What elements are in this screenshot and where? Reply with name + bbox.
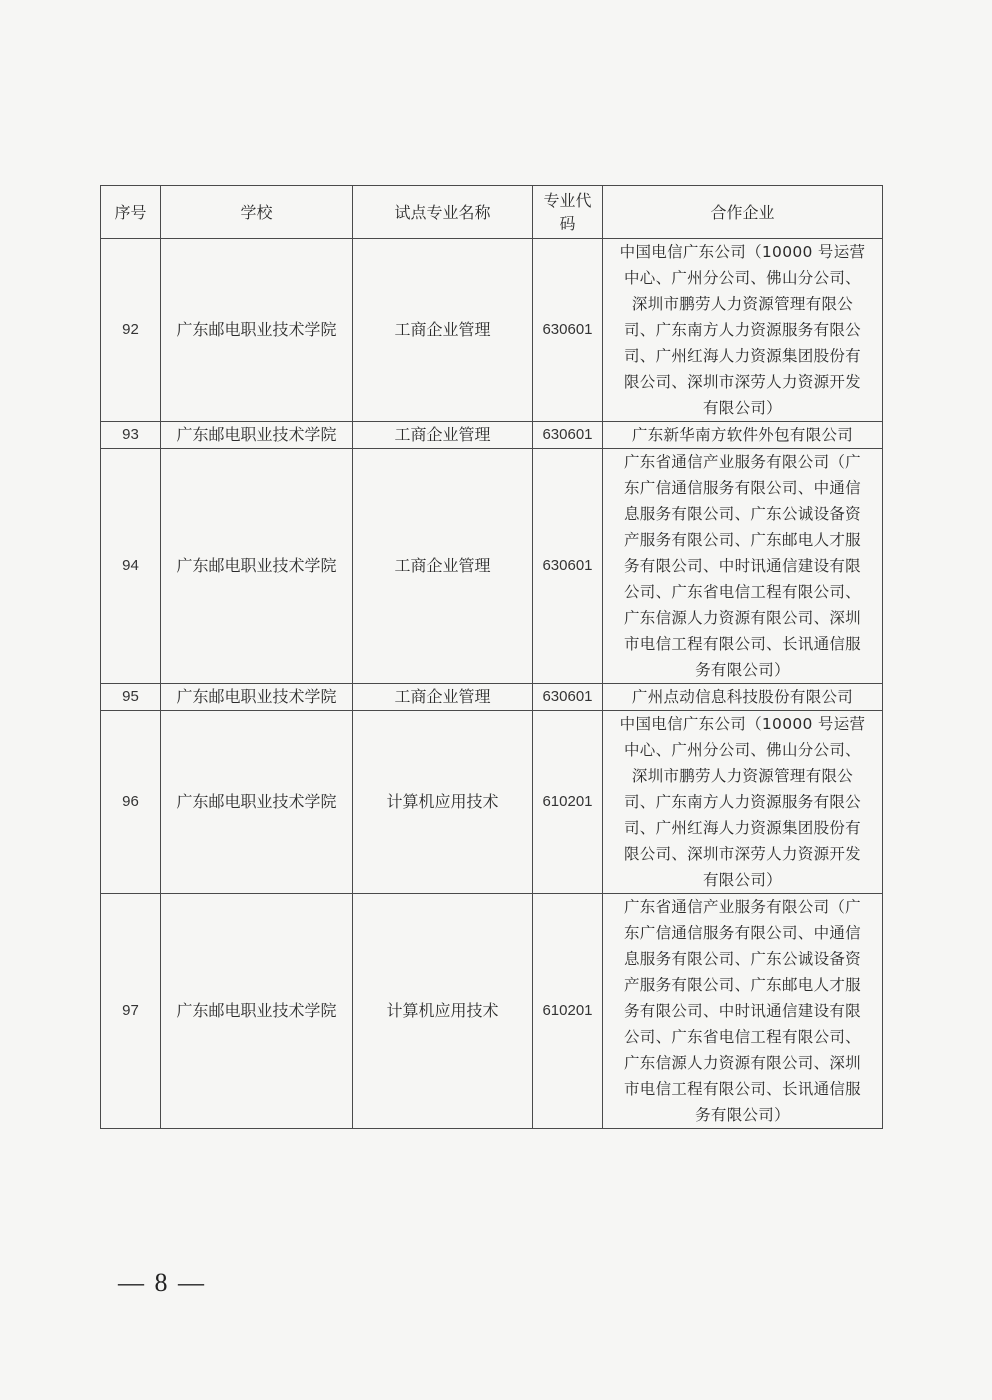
company-text-line: 有限公司） — [702, 871, 782, 889]
company-text-line: 深圳市鹏劳人力资源管理有限公 — [631, 767, 854, 785]
header-major: 试点专业名称 — [353, 186, 533, 239]
major-cell: 工商企业管理 — [353, 239, 533, 422]
major-code-cell: 610201 — [533, 894, 603, 1129]
header-school: 学校 — [161, 186, 353, 239]
school-cell: 广东邮电职业技术学院 — [161, 684, 353, 711]
company-text-line: 广州点动信息科技股份有限公司 — [631, 688, 854, 706]
company-text-line: 有限公司） — [702, 399, 782, 417]
company-text-line: 务有限公司、中时讯通信建设有限 — [623, 557, 861, 575]
company-text-line: 司、广州红海人力资源集团股份有 — [623, 347, 861, 365]
header-no: 序号 — [101, 186, 161, 239]
row-number-cell: 97 — [101, 894, 161, 1129]
partner-company-cell — [603, 449, 883, 684]
table-row — [101, 449, 883, 684]
company-text-line: 务有限公司） — [695, 661, 790, 679]
company-text-line: 公司、广东省电信工程有限公司、 — [623, 583, 861, 601]
partner-company-cell — [603, 894, 883, 1129]
company-text-line: 广东信源人力资源有限公司、深圳 — [623, 1054, 861, 1072]
major-cell: 计算机应用技术 — [353, 894, 533, 1129]
major-cell: 工商企业管理 — [353, 422, 533, 449]
company-text-line: 东广信通信服务有限公司、中通信 — [623, 924, 861, 942]
company-text-line: 务有限公司） — [695, 1106, 790, 1124]
company-text-line: 司、广州红海人力资源集团股份有 — [623, 819, 861, 837]
company-text-line: 市电信工程有限公司、长讯通信服 — [623, 635, 861, 653]
major-code-cell: 630601 — [533, 684, 603, 711]
major-code-cell: 630601 — [533, 449, 603, 684]
pilot-major-table — [100, 185, 883, 1129]
company-text-line: 公司、广东省电信工程有限公司、 — [623, 1028, 861, 1046]
company-text-line: 限公司、深圳市深劳人力资源开发 — [623, 845, 861, 863]
partner-company-cell — [603, 422, 883, 449]
company-text-line: 息服务有限公司、广东公诚设备资 — [623, 505, 861, 523]
row-number-cell: 93 — [101, 422, 161, 449]
company-text-line: 司、广东南方人力资源服务有限公 — [623, 321, 861, 339]
company-text-line: 中国电信广东公司（10000 号运营 — [619, 243, 866, 261]
partner-company-cell — [603, 711, 883, 894]
row-number-cell: 96 — [101, 711, 161, 894]
school-cell: 广东邮电职业技术学院 — [161, 449, 353, 684]
company-text-line: 中心、广州分公司、佛山分公司、 — [623, 269, 861, 287]
company-text-line: 中心、广州分公司、佛山分公司、 — [623, 741, 861, 759]
header-company: 合作企业 — [603, 186, 883, 239]
company-text-line: 广东信源人力资源有限公司、深圳 — [623, 609, 861, 627]
company-text-line: 东广信通信服务有限公司、中通信 — [623, 479, 861, 497]
school-cell: 广东邮电职业技术学院 — [161, 422, 353, 449]
school-cell: 广东邮电职业技术学院 — [161, 239, 353, 422]
row-number-cell: 94 — [101, 449, 161, 684]
row-number-cell: 95 — [101, 684, 161, 711]
page-number: — 8 — — [118, 1268, 206, 1297]
company-text-line: 限公司、深圳市深劳人力资源开发 — [623, 373, 861, 391]
company-text-line: 产服务有限公司、广东邮电人才服 — [623, 976, 861, 994]
table-body — [101, 239, 883, 1129]
school-cell: 广东邮电职业技术学院 — [161, 894, 353, 1129]
major-code-cell: 630601 — [533, 239, 603, 422]
major-code-cell: 630601 — [533, 422, 603, 449]
table-header-row — [101, 186, 883, 239]
table-row — [101, 239, 883, 422]
major-cell: 工商企业管理 — [353, 684, 533, 711]
company-text-line: 深圳市鹏劳人力资源管理有限公 — [631, 295, 854, 313]
company-text-line: 中国电信广东公司（10000 号运营 — [619, 715, 866, 733]
table-row — [101, 894, 883, 1129]
school-cell: 广东邮电职业技术学院 — [161, 711, 353, 894]
table-row — [101, 684, 883, 711]
company-text-line: 市电信工程有限公司、长讯通信服 — [623, 1080, 861, 1098]
company-text-line: 息服务有限公司、广东公诚设备资 — [623, 950, 861, 968]
major-code-cell: 610201 — [533, 711, 603, 894]
partner-company-cell — [603, 239, 883, 422]
header-code: 专业代码 — [533, 186, 603, 239]
company-text-line: 务有限公司、中时讯通信建设有限 — [623, 1002, 861, 1020]
company-text-line: 广东新华南方软件外包有限公司 — [631, 426, 854, 444]
table-row — [101, 711, 883, 894]
row-number-cell: 92 — [101, 239, 161, 422]
major-cell: 工商企业管理 — [353, 449, 533, 684]
company-text-line: 产服务有限公司、广东邮电人才服 — [623, 531, 861, 549]
company-text-line: 广东省通信产业服务有限公司（广 — [623, 453, 861, 471]
table-row — [101, 422, 883, 449]
partner-company-cell — [603, 684, 883, 711]
company-text-line: 司、广东南方人力资源服务有限公 — [623, 793, 861, 811]
company-text-line: 广东省通信产业服务有限公司（广 — [623, 898, 861, 916]
major-cell: 计算机应用技术 — [353, 711, 533, 894]
